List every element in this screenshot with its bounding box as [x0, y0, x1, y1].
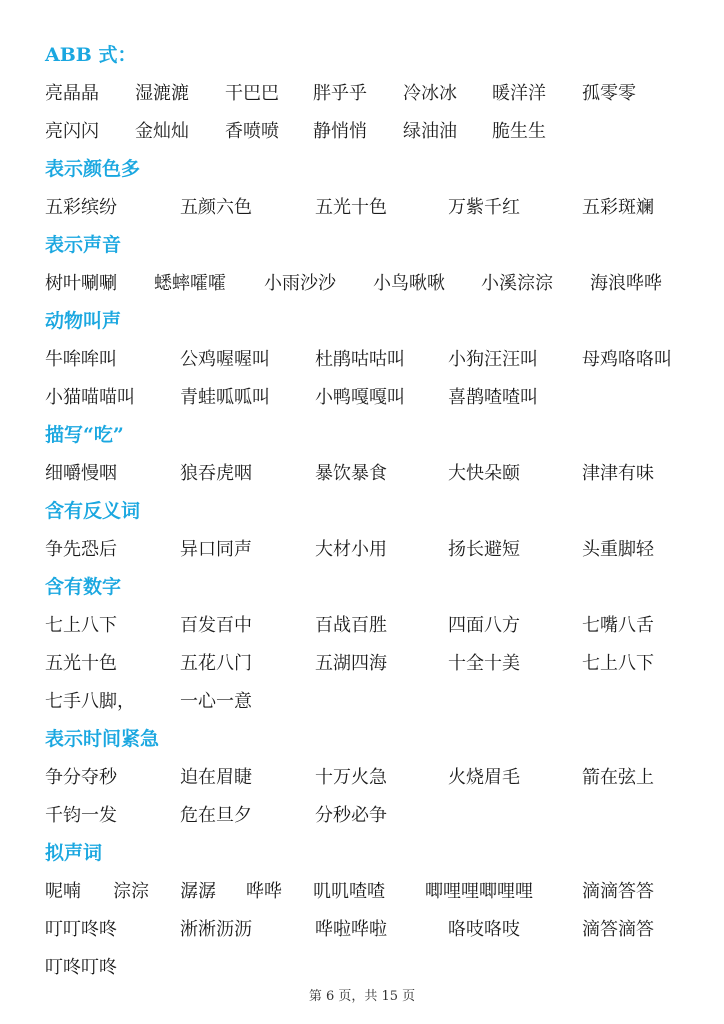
- word-item: 杜鹃咕咕叫: [315, 349, 405, 370]
- word-item: 火烧眉毛: [448, 767, 520, 788]
- word-item: 青蛙呱呱叫: [180, 387, 270, 408]
- word-item: 迫在眉睫: [180, 767, 252, 788]
- word-row: [45, 380, 695, 418]
- word-item: 七上八下: [582, 653, 654, 674]
- word-item: 五光十色: [45, 653, 117, 674]
- word-item: 箭在弦上: [582, 767, 654, 788]
- word-item: 小鸭嘎嘎叫: [315, 387, 405, 408]
- word-item: 亮闪闪: [45, 121, 99, 142]
- word-row: [45, 608, 695, 646]
- word-item: 七手八脚，: [45, 691, 135, 712]
- word-item: 喜鹊喳喳叫: [448, 387, 538, 408]
- word-item: 叮咚叮咚: [45, 957, 117, 978]
- word-item: 五彩斑斓: [582, 197, 654, 218]
- page-footer: 第 6 页，共 15 页: [308, 989, 416, 1004]
- word-row: [45, 950, 695, 988]
- word-item: 小鸟啾啾: [373, 273, 445, 294]
- section-heading: 表示颜色多: [45, 158, 141, 180]
- word-item: 暴饮暴食: [315, 463, 387, 484]
- word-row: [45, 912, 695, 950]
- word-item: 津津有味: [582, 463, 654, 484]
- word-item: 大快朵颐: [448, 463, 520, 484]
- word-item: 十全十美: [448, 653, 520, 674]
- word-item: 百发百中: [180, 615, 252, 636]
- word-item: 头重脚轻: [582, 539, 654, 560]
- word-item: 五光十色: [315, 197, 387, 218]
- word-item: 百战百胜: [315, 615, 387, 636]
- word-item: 十万火急: [315, 767, 387, 788]
- word-item: 牛哞哞叫: [45, 349, 117, 370]
- word-row: [45, 190, 695, 228]
- section-heading: 表示声音: [45, 234, 122, 256]
- word-item: 五彩缤纷: [45, 197, 117, 218]
- section-heading: 含有反义词: [45, 500, 141, 522]
- word-item: 危在旦夕: [180, 805, 252, 826]
- word-item: 静悄悄: [313, 121, 367, 142]
- word-item: 孤零零: [582, 83, 636, 104]
- word-item: 千钧一发: [45, 805, 117, 826]
- word-item: 咯吱咯吱: [448, 919, 520, 940]
- word-item: 四面八方: [448, 615, 520, 636]
- word-item: 叽叽喳喳: [313, 881, 385, 902]
- word-item: 大材小用: [315, 539, 387, 560]
- word-item: 万紫千红: [448, 197, 520, 218]
- word-item: 争分夺秒: [45, 767, 117, 788]
- word-item: 滴滴答答: [582, 881, 654, 902]
- word-item: 五颜六色: [180, 197, 252, 218]
- word-item: 湿漉漉: [135, 83, 189, 104]
- word-list-page: [45, 38, 695, 988]
- word-item: 树叶唰唰: [45, 273, 117, 294]
- word-item: 七上八下: [45, 615, 117, 636]
- section-heading: 表示时间紧急: [45, 728, 160, 750]
- word-item: 扬长避短: [448, 539, 520, 560]
- word-item: 五湖四海: [315, 653, 387, 674]
- word-item: 海浪哗哗: [590, 273, 662, 294]
- word-item: 小猫喵喵叫: [45, 387, 135, 408]
- section-heading: ABB 式：: [45, 44, 137, 66]
- word-row: [45, 798, 695, 836]
- word-item: 亮晶晶: [45, 83, 99, 104]
- word-row: [45, 646, 695, 684]
- word-row: [45, 342, 695, 380]
- word-item: 蟋蟀嚯嚯: [154, 273, 226, 294]
- word-item: 胖乎乎: [313, 83, 367, 104]
- word-item: 脆生生: [492, 121, 546, 142]
- word-row: [45, 684, 695, 722]
- word-item: 干巴巴: [225, 83, 279, 104]
- section-heading: 动物叫声: [45, 310, 122, 332]
- section-heading: 拟声词: [45, 842, 103, 864]
- word-item: 冷冰冰: [403, 83, 457, 104]
- word-row: [45, 456, 695, 494]
- word-item: 狼吞虎咽: [180, 463, 252, 484]
- section-heading: 含有数字: [45, 576, 122, 598]
- word-item: 金灿灿: [135, 121, 189, 142]
- word-item: 暖洋洋: [492, 83, 546, 104]
- word-item: 七嘴八舌: [582, 615, 654, 636]
- word-item: 小溪淙淙: [481, 273, 553, 294]
- word-item: 细嚼慢咽: [45, 463, 117, 484]
- word-item: 五花八门: [180, 653, 252, 674]
- word-item: 公鸡喔喔叫: [180, 349, 270, 370]
- word-item: 淙淙: [113, 881, 149, 902]
- word-item: 淅淅沥沥: [180, 919, 252, 940]
- word-item: 异口同声: [180, 539, 252, 560]
- word-row: [45, 532, 695, 570]
- word-item: 一心一意: [180, 691, 252, 712]
- word-item: 母鸡咯咯叫: [582, 349, 672, 370]
- word-row: [45, 76, 695, 114]
- word-row: [45, 760, 695, 798]
- word-item: 小雨沙沙: [264, 273, 336, 294]
- word-item: 呢喃: [45, 881, 81, 902]
- word-item: 绿油油: [403, 121, 457, 142]
- section-heading: 描写“吃”: [45, 424, 124, 446]
- word-item: 哗啦哗啦: [315, 919, 387, 940]
- word-row: [45, 874, 695, 912]
- word-item: 争先恐后: [45, 539, 117, 560]
- word-item: 唧哩哩唧哩哩: [425, 881, 533, 902]
- word-item: 潺潺: [180, 881, 216, 902]
- word-row: [45, 114, 695, 152]
- word-item: 哗哗: [246, 881, 282, 902]
- word-item: 叮叮咚咚: [45, 919, 117, 940]
- word-item: 滴答滴答: [582, 919, 654, 940]
- word-item: 分秒必争: [315, 805, 387, 826]
- word-item: 小狗汪汪叫: [448, 349, 538, 370]
- word-item: 香喷喷: [225, 121, 279, 142]
- word-row: [45, 266, 695, 304]
